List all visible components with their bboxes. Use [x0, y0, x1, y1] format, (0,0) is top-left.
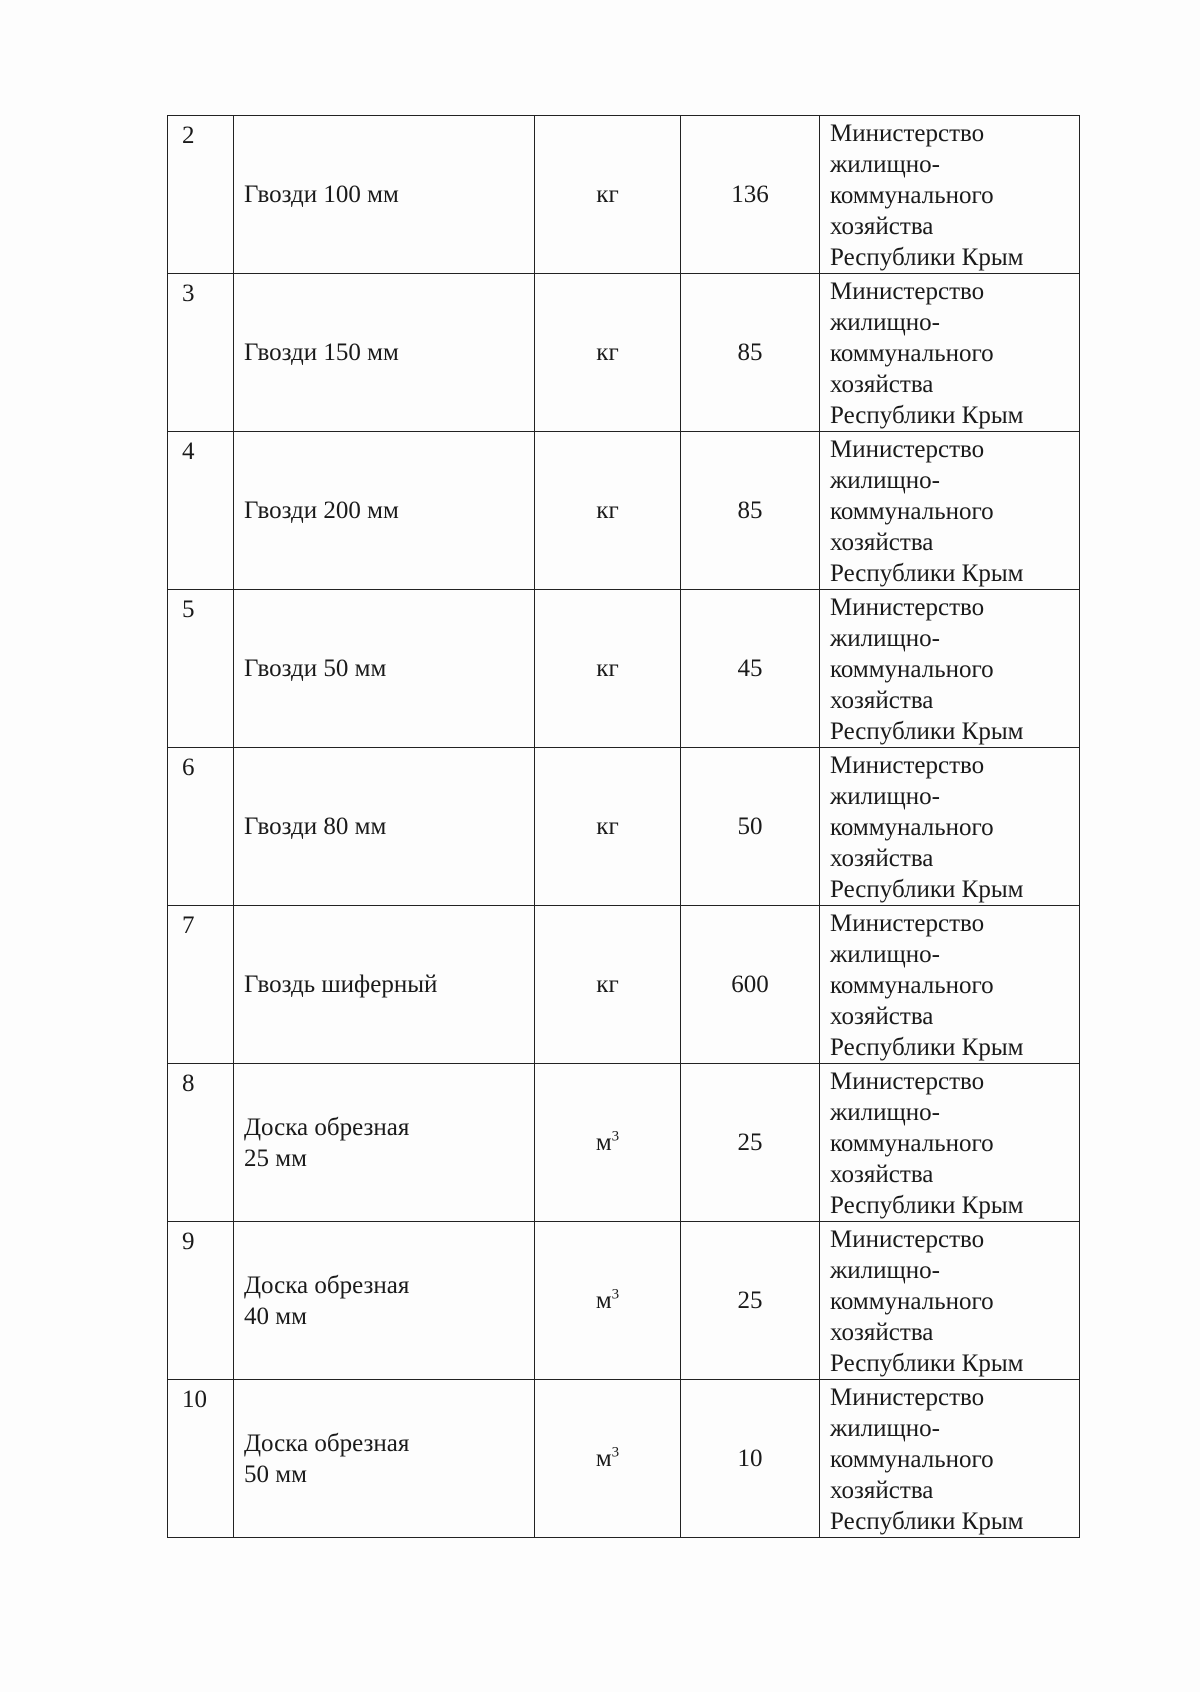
quantity: 85 — [681, 432, 820, 590]
organization-line: Министерство — [830, 752, 985, 779]
unit-text: м — [595, 1445, 612, 1472]
organization-line: хозяйства — [830, 1319, 934, 1346]
row-number: 8 — [168, 1064, 234, 1222]
organization-line: жилищно- — [830, 1415, 940, 1442]
organization-line: Министерство — [830, 436, 985, 463]
unit — [535, 1064, 681, 1222]
organization-line: коммунального — [830, 1446, 994, 1473]
table-row — [168, 274, 1080, 432]
quantity: 600 — [681, 906, 820, 1064]
item-name-line: Гвозди 50 мм — [244, 655, 387, 682]
organization-line: жилищно- — [830, 1257, 940, 1284]
item-name — [234, 274, 535, 432]
responsible-organization — [820, 274, 1080, 432]
organization-line: коммунального — [830, 498, 994, 525]
row-number: 6 — [168, 748, 234, 906]
organization-line: хозяйства — [830, 1477, 934, 1504]
organization-line: Министерство — [830, 120, 985, 147]
organization-line: Министерство — [830, 1068, 985, 1095]
quantity: 85 — [681, 274, 820, 432]
quantity: 136 — [681, 116, 820, 274]
organization-line: Республики Крым — [830, 560, 1024, 587]
organization-line: коммунального — [830, 972, 994, 999]
item-name-line: Гвозди 200 мм — [244, 497, 399, 524]
organization-line: коммунального — [830, 182, 994, 209]
item-name-line: Гвоздь шиферный — [244, 971, 438, 998]
organization-line: Республики Крым — [830, 402, 1024, 429]
organization-line: Республики Крым — [830, 876, 1024, 903]
item-name-line: Доска обрезная — [244, 1113, 410, 1141]
quantity: 25 — [681, 1222, 820, 1380]
unit-text: кг — [596, 813, 619, 840]
unit-superscript: 3 — [611, 1128, 620, 1145]
organization-line: Республики Крым — [830, 1350, 1024, 1377]
organization-line: Республики Крым — [830, 244, 1024, 271]
organization-line: Министерство — [830, 1226, 985, 1253]
organization-line: коммунального — [830, 1288, 994, 1315]
organization-line: Министерство — [830, 1384, 985, 1411]
unit — [535, 432, 681, 590]
organization-line: жилищно- — [830, 309, 940, 336]
responsible-organization — [820, 748, 1080, 906]
organization-line: жилищно- — [830, 625, 940, 652]
materials-table — [167, 115, 1080, 1538]
item-name-line: Гвозди 80 мм — [244, 813, 387, 840]
quantity: 45 — [681, 590, 820, 748]
organization-line: жилищно- — [830, 1099, 940, 1126]
item-name — [234, 906, 535, 1064]
unit — [535, 906, 681, 1064]
organization-line: Министерство — [830, 278, 985, 305]
responsible-organization — [820, 432, 1080, 590]
unit-text: кг — [596, 655, 619, 682]
responsible-organization — [820, 906, 1080, 1064]
unit-superscript: 3 — [611, 1444, 620, 1461]
responsible-organization — [820, 1380, 1080, 1538]
organization-line: хозяйства — [830, 1161, 934, 1188]
table-row — [168, 590, 1080, 748]
organization-line: хозяйства — [830, 213, 934, 240]
unit — [535, 116, 681, 274]
organization-line: коммунального — [830, 656, 994, 683]
unit-text: кг — [596, 339, 619, 366]
item-name — [234, 1064, 535, 1222]
row-number: 4 — [168, 432, 234, 590]
row-number: 5 — [168, 590, 234, 748]
unit — [535, 274, 681, 432]
table-row — [168, 748, 1080, 906]
unit-text: кг — [596, 497, 619, 524]
item-name — [234, 1222, 535, 1380]
table-row — [168, 1064, 1080, 1222]
quantity: 10 — [681, 1380, 820, 1538]
row-number: 10 — [168, 1380, 234, 1538]
unit-text: кг — [596, 181, 619, 208]
organization-line: Министерство — [830, 594, 985, 621]
unit — [535, 1222, 681, 1380]
row-number: 3 — [168, 274, 234, 432]
item-name — [234, 1380, 535, 1538]
organization-line: хозяйства — [830, 529, 934, 556]
item-name-line: Доска обрезная — [244, 1271, 410, 1299]
table-body — [168, 116, 1080, 1538]
item-name-line: Доска обрезная — [244, 1429, 410, 1457]
unit-superscript: 3 — [611, 1286, 620, 1303]
row-number: 2 — [168, 116, 234, 274]
responsible-organization — [820, 1222, 1080, 1380]
unit-text: м — [595, 1129, 612, 1156]
table-row — [168, 906, 1080, 1064]
table-row — [168, 432, 1080, 590]
item-name — [234, 590, 535, 748]
table-row — [168, 1222, 1080, 1380]
item-name — [234, 748, 535, 906]
organization-line: жилищно- — [830, 783, 940, 810]
item-name — [234, 432, 535, 590]
unit — [535, 1380, 681, 1538]
item-name-line: 40 мм — [244, 1302, 307, 1330]
quantity: 25 — [681, 1064, 820, 1222]
item-name-line: 25 мм — [244, 1144, 307, 1172]
table-row — [168, 116, 1080, 274]
organization-line: Республики Крым — [830, 1192, 1024, 1219]
organization-line: Республики Крым — [830, 1508, 1024, 1535]
organization-line: Республики Крым — [830, 718, 1024, 745]
unit-text: м — [595, 1287, 612, 1314]
organization-line: Республики Крым — [830, 1034, 1024, 1061]
item-name-line: Гвозди 100 мм — [244, 181, 399, 208]
organization-line: жилищно- — [830, 941, 940, 968]
organization-line: коммунального — [830, 340, 994, 367]
organization-line: хозяйства — [830, 371, 934, 398]
organization-line: коммунального — [830, 1130, 994, 1157]
organization-line: хозяйства — [830, 687, 934, 714]
item-name-line: Гвозди 150 мм — [244, 339, 399, 366]
unit-text: кг — [596, 971, 619, 998]
responsible-organization — [820, 590, 1080, 748]
unit — [535, 590, 681, 748]
table-row — [168, 1380, 1080, 1538]
item-name — [234, 116, 535, 274]
quantity: 50 — [681, 748, 820, 906]
row-number: 7 — [168, 906, 234, 1064]
responsible-organization — [820, 1064, 1080, 1222]
organization-line: хозяйства — [830, 845, 934, 872]
organization-line: жилищно- — [830, 151, 940, 178]
organization-line: коммунального — [830, 814, 994, 841]
organization-line: хозяйства — [830, 1003, 934, 1030]
organization-line: Министерство — [830, 910, 985, 937]
unit — [535, 748, 681, 906]
organization-line: жилищно- — [830, 467, 940, 494]
item-name-line: 50 мм — [244, 1460, 307, 1488]
row-number: 9 — [168, 1222, 234, 1380]
responsible-organization — [820, 116, 1080, 274]
